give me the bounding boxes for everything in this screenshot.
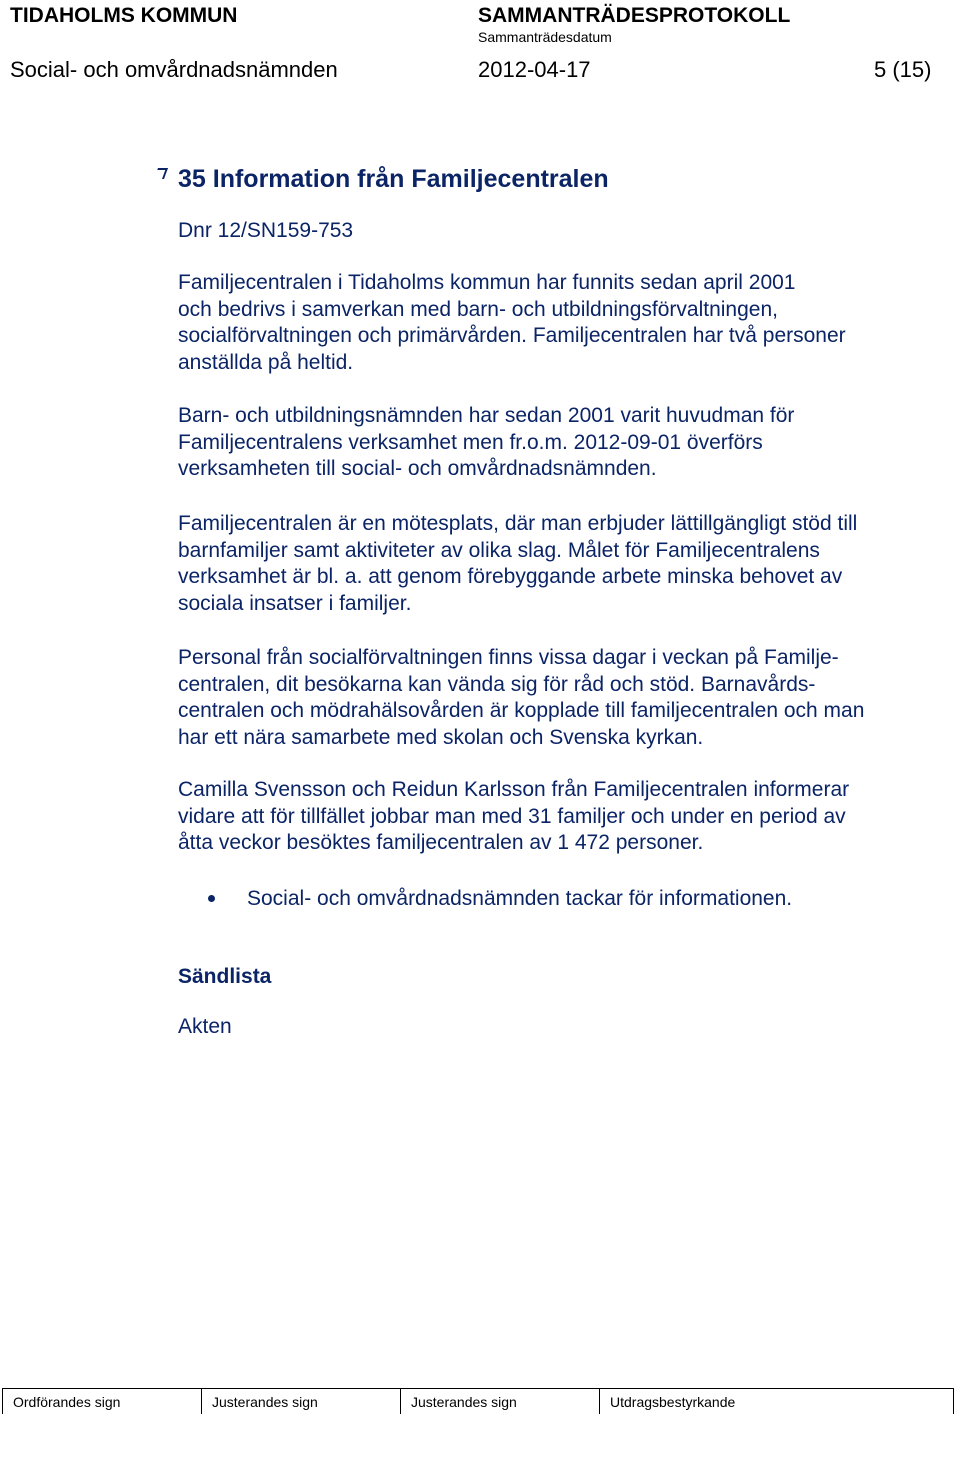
- signature-label: Justerandes sign: [212, 1394, 318, 1410]
- organization-name: TIDAHOLMS KOMMUN: [10, 4, 238, 27]
- paragraph-line: vidare att för tillfället jobbar man med 31 familjer och under en period av: [178, 804, 846, 828]
- committee-name: Social- och omvårdnadsnämnden: [10, 57, 338, 82]
- paragraph-line: Familjecentralen är en mötesplats, där man erbjuder lättillgängligt stöd till: [178, 512, 858, 535]
- paragraph-line: socialförvaltningen och primärvården. Familjecentralen har två personer: [178, 324, 846, 347]
- paragraph-line: barnfamiljer samt aktiviteter av olika slag. Målet för Familjecentralens: [178, 538, 820, 562]
- paragraph-line: och bedrivs i samverkan med barn- och utbildningsförvaltningen,: [178, 297, 778, 321]
- paragraph-line: Familjecentralen i Tidaholms kommun har funnits sedan april 2001: [178, 271, 796, 294]
- bullet-icon: [208, 895, 215, 902]
- section-title-text: 35 Information från Familjecentralen: [178, 165, 609, 193]
- paragraph-line: centralen och mödrahälsovården är kopplade till familjecentralen och man: [178, 699, 865, 722]
- signature-box-chair: [2, 1388, 201, 1414]
- section-title: [178, 164, 609, 194]
- paragraph-line: Camilla Svensson och Reidun Karlsson från Familjecentralen informerar: [178, 778, 850, 801]
- decision-text: Social- och omvårdnadsnämnden tackar för informationen.: [247, 887, 793, 910]
- signature-footer: [0, 1388, 960, 1416]
- paragraph-line: anställda på heltid.: [178, 350, 354, 374]
- paragraph-line: Personal från socialförvaltningen finns vissa dagar i veckan på Familje-: [178, 646, 839, 669]
- paragraph-line: Familjecentralens verksamhet men fr.o.m. 2012-09-01 överförs: [178, 430, 763, 454]
- signature-box-adjuster-1: [201, 1388, 400, 1414]
- paragraph-line: har ett nära samarbete med skolan och Svenska kyrkan.: [178, 725, 704, 749]
- paragraph-line: verksamheten till social- och omvårdnadsnämnden.: [178, 457, 657, 480]
- paragraph-5: [178, 777, 938, 857]
- paragraph-line: verksamhet är bl. a. att genom förebyggande arbete minska behovet av: [178, 565, 843, 588]
- signature-box-certification: [599, 1388, 954, 1414]
- signature-label: Utdragsbestyrkande: [610, 1394, 736, 1410]
- paragraph-line: sociala insatser i familjer.: [178, 591, 412, 615]
- date-label: Sammanträdesdatum: [478, 29, 612, 45]
- paragraph-2: [178, 403, 938, 483]
- case-number: Dnr 12/SN159-753: [178, 219, 354, 242]
- signature-box-adjuster-2: [400, 1388, 599, 1414]
- paragraph-4: [178, 645, 938, 751]
- paragraph-3: [178, 511, 938, 617]
- document-type: SAMMANTRÄDESPROTOKOLL: [478, 4, 791, 27]
- paragraph-1: [178, 270, 938, 376]
- page-number: 5 (15): [874, 57, 932, 82]
- paragraph-line: åtta veckor besöktes familjecentralen av 1 472 personer.: [178, 831, 704, 854]
- meeting-date: 2012-04-17: [478, 57, 591, 82]
- signature-label: Justerandes sign: [411, 1394, 517, 1410]
- signature-label: Ordförandes sign: [13, 1394, 121, 1410]
- paragraph-line: centralen, dit besökarna kan vända sig för råd och stöd. Barnavårds-: [178, 672, 816, 696]
- paragraph-line: Barn- och utbildningsnämnden har sedan 2001 varit huvudman för: [178, 404, 795, 427]
- sendlist-title: Sändlista: [178, 965, 272, 988]
- section-mark-icon: [154, 168, 168, 179]
- sendlist-item: Akten: [178, 1015, 232, 1038]
